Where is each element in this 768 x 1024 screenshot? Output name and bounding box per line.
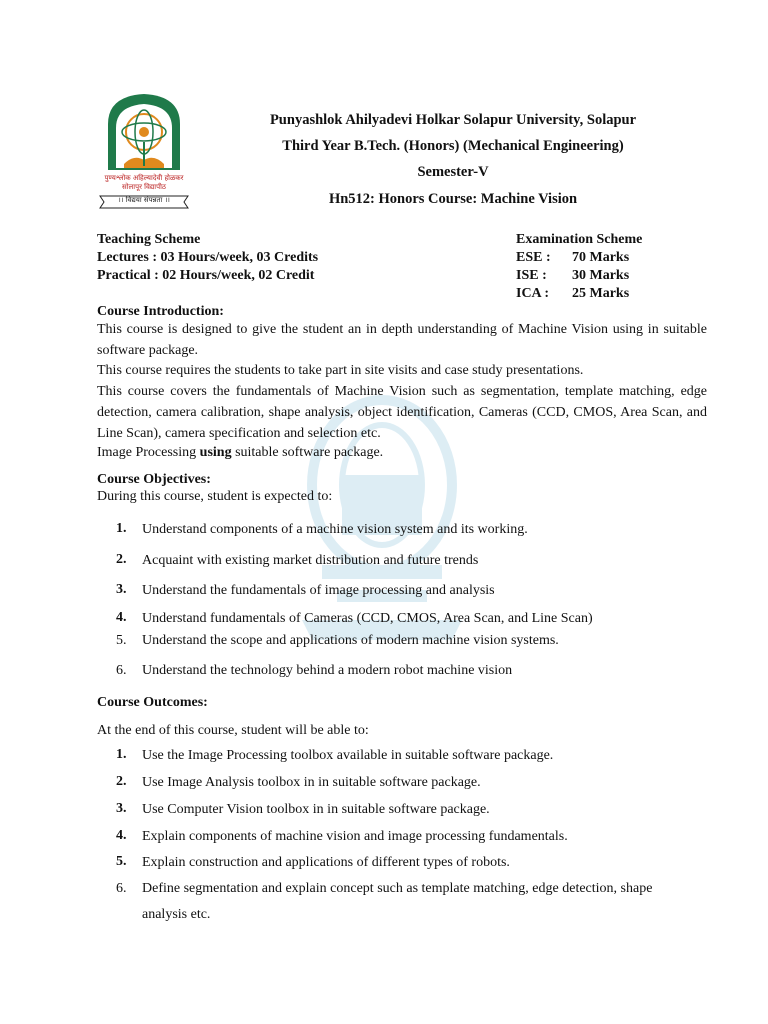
lectures-line: Lectures : 03 Hours/week, 03 Credits <box>97 250 319 265</box>
ese-label: ESE : <box>516 250 551 265</box>
objective-number: 2. <box>116 552 127 567</box>
outcomes-heading: Course Outcomes: <box>97 695 208 710</box>
course-title: Hn512: Honors Course: Machine Vision <box>328 191 578 207</box>
intro-paragraph-1: This course is designed to give the student an in depth understanding of Machine Vision using in suitable software package. <box>97 322 707 358</box>
outcome-item: Use the Image Processing toolbox available in suitable software package. <box>142 748 554 763</box>
intro-p4-post: suitable software package. <box>231 445 384 460</box>
outcome-item: Use Computer Vision toolbox in in suitable software package. <box>142 802 490 817</box>
objective-item: Acquaint with existing market distribution and future trends <box>142 553 479 568</box>
outcome-number: 1. <box>116 747 127 762</box>
outcome-item: Use Image Analysis toolbox in in suitable software package. <box>142 775 481 790</box>
outcome-item: Explain components of machine vision and image processing fundamentals. <box>142 829 568 844</box>
program-title: Third Year B.Tech. (Honors) (Mechanical Engineering) <box>282 138 624 154</box>
outcomes-lead: At the end of this course, student will be able to: <box>97 723 369 738</box>
objective-number: 3. <box>116 582 127 597</box>
objective-item: Understand fundamentals of Cameras (CCD, CMOS, Area Scan, and Line Scan) <box>142 611 593 626</box>
intro-p4-bold: using <box>199 445 232 460</box>
intro-paragraph-4 <box>97 442 707 463</box>
practical-line: Practical : 02 Hours/week, 02 Credit <box>97 268 315 283</box>
exam-scheme-heading: Examination Scheme <box>516 232 643 247</box>
outcome-number: 5. <box>116 854 127 869</box>
objective-item: Understand components of a machine vision system and its working. <box>142 522 528 537</box>
intro-p4-pre: Image Processing <box>97 445 200 460</box>
outcome-item: Define segmentation and explain concept such as template matching, edge detection, shape <box>142 881 653 896</box>
objective-number: 5. <box>116 633 127 648</box>
intro-heading: Course Introduction: <box>97 304 224 319</box>
ise-label: ISE : <box>516 268 547 283</box>
objective-number: 6. <box>116 663 127 678</box>
logo-caption-line1: पुण्यश्लोक अहिल्यादेवी होळकर <box>104 174 184 182</box>
ise-value: 30 Marks <box>572 268 630 283</box>
objective-number: 1. <box>116 521 127 536</box>
logo-motto: ।। विद्यया संपन्नता ।। <box>118 196 170 204</box>
objective-item: Understand the fundamentals of image processing and analysis <box>142 583 495 598</box>
ica-label: ICA : <box>516 286 550 301</box>
objective-item: Understand the technology behind a modern robot machine vision <box>142 663 513 678</box>
semester-title: Semester-V <box>417 164 489 180</box>
objective-item: Understand the scope and applications of modern machine vision systems. <box>142 633 559 648</box>
ese-value: 70 Marks <box>572 250 630 265</box>
outcome-item-continuation: analysis etc. <box>142 907 211 922</box>
outcome-number: 2. <box>116 774 127 789</box>
outcome-item: Explain construction and applications of different types of robots. <box>142 855 510 870</box>
teaching-scheme-heading: Teaching Scheme <box>97 232 201 247</box>
ica-value: 25 Marks <box>572 286 630 301</box>
outcome-number: 4. <box>116 828 127 843</box>
objective-number: 4. <box>116 610 127 625</box>
intro-paragraph-2: This course requires the students to take part in site visits and case study presentations. <box>97 363 584 378</box>
logo-caption-line2: सोलापूर विद्यापीठ <box>122 183 166 191</box>
intro-paragraph-3: This course covers the fundamentals of Machine Vision such as segmentation, template matching, edge detection, camera calibration, shape analysis, object identification, Cameras (CCD, CMOS, Area Scan, and Line Scan), camera specification and selection etc. <box>97 384 707 441</box>
objectives-heading: Course Objectives: <box>97 472 211 487</box>
objectives-lead: During this course, student is expected to: <box>97 489 333 504</box>
university-title: Punyashlok Ahilyadevi Holkar Solapur University, Solapur <box>269 112 637 128</box>
outcome-number: 6. <box>116 881 127 896</box>
outcome-number: 3. <box>116 801 127 816</box>
